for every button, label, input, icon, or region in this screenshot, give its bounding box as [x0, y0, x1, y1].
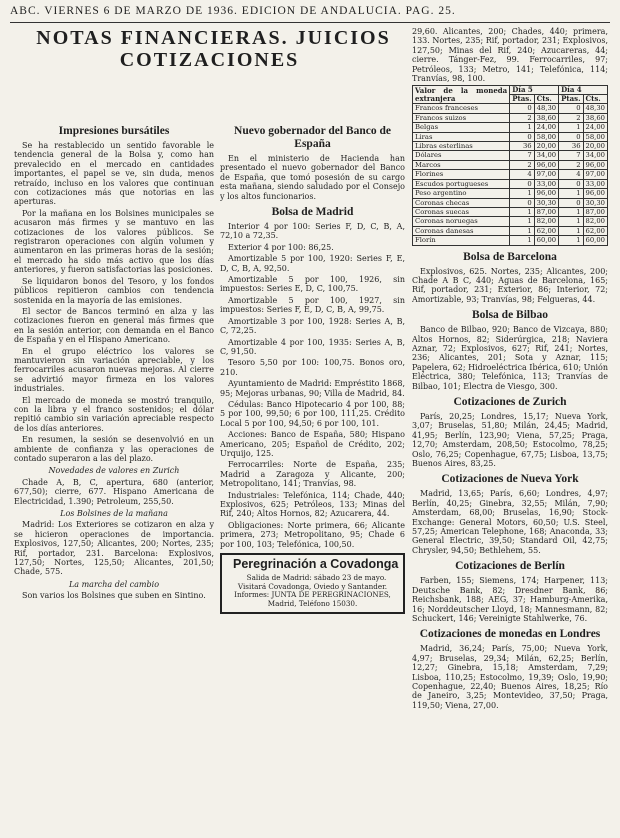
- fx-value: 1: [510, 123, 534, 132]
- madrid-quote: Amortizable 5 por 100, 1927, sin impuestos: Series F, E, D, C, B, A, 99,75.: [220, 295, 405, 315]
- berlin-title: Cotizaciones de Berlín: [455, 560, 565, 573]
- fx-value: 1: [559, 226, 583, 235]
- fx-sub-cts: Cts.: [534, 95, 558, 104]
- fx-currency-name: Escudos portugueses: [413, 179, 510, 188]
- ad-text: Salida de Madrid: sábado 23 de mayo. Visitará Covadonga, Oviedo y Santander. Informes: JUNTA DE PEREGRINACIONES, Madrid, Teléfono 15030.: [234, 573, 391, 608]
- fx-row: [413, 198, 608, 207]
- fx-value: 36: [559, 142, 583, 151]
- fx-value: 0: [510, 198, 534, 207]
- fx-row: [413, 151, 608, 160]
- bilbao-title: Bolsa de Bilbao: [471, 309, 549, 322]
- fx-value: 0: [559, 132, 583, 141]
- fx-value: 62,00: [583, 226, 607, 235]
- fx-header-currency: Valor de la moneda extranjera: [413, 86, 510, 104]
- fx-row: [413, 217, 608, 226]
- fx-value: 2: [510, 113, 534, 122]
- fx-value: 87,00: [583, 207, 607, 216]
- fx-value: 34,00: [583, 151, 607, 160]
- fx-row: [413, 142, 608, 151]
- fx-currency-name: Francos suizos: [413, 113, 510, 122]
- fx-currency-name: Belgas: [413, 123, 510, 132]
- fx-row: [413, 179, 608, 188]
- fx-value: 96,00: [583, 189, 607, 198]
- zurich-title: Cotizaciones de Zurich: [453, 396, 567, 408]
- fx-currency-name: Coronas noruegas: [413, 217, 510, 226]
- fx-value: 36: [510, 142, 534, 151]
- fx-value: 60,00: [583, 236, 607, 245]
- fx-header-day4: Día 4: [559, 86, 608, 95]
- fx-sub-cts: Cts.: [583, 95, 607, 104]
- fx-value: 1: [559, 123, 583, 132]
- impresiones-paragraph: Por la mañana en los Bolsines municipales se acusaron más firmes y se mantuvo en las cotizaciones de los valores públicos. Se registraron operaciones con algún volumen y aumentaron en las primeras horas de la sesión; el mercado ha sido más activo que los días anteriores, y fueron satisfactorias las posiciones.: [14, 208, 214, 275]
- fx-currency-name: Coronas danesas: [413, 226, 510, 235]
- impresiones-paragraph: En resumen, la sesión se desenvolvió en un ambiente de confianza y las operaciones de contado superaron a las del plazo.: [14, 435, 214, 463]
- zurich-text: París, 20,25; Londres, 15,17; Nueva York, 3,07; Bruselas, 51,80; Milán, 24,45; Madrid, 41,95; Berlín, 123,90; Viena, 57,25; Praga, 12,70; Amsterdam, 208,50; Estocolmo, 78,25; Oslo, 76,25; Copenhague, 67,75; Lisboa, 13,75; Buenos Aires, 83,25.: [412, 412, 608, 469]
- fx-value: 82,00: [534, 217, 558, 226]
- fx-currency-name: Coronas checas: [413, 198, 510, 207]
- impresiones-paragraph: En el grupo eléctrico los valores se mantuvieron sin variación apreciable, y los ferrocarriles acusaron nuevas mejoras. Al cierre se advirtió mayor firmeza en los valores industriales.: [14, 346, 214, 394]
- fx-value: 0: [510, 179, 534, 188]
- fx-sub-ptas: Ptas.: [559, 95, 583, 104]
- fx-value: 60,00: [534, 236, 558, 245]
- londres-text: Madrid, 36,24; París, 75,00; Nueva York, 4,97; Bruselas, 29,34; Milán, 62,25; Berlín, 12,27; Ginebra, 15,18; Amsterdam, 7,29; Lisboa, 110,25; Estocolmo, 19,39; Oslo, 19,90; Copenhague, 22,40; Buenos Aires, 18,25; Río de Janeiro, 3,25; Montevideo, 37,50; Praga, 119,50; Viena, 27,00.: [412, 644, 608, 710]
- fx-value: 2: [559, 160, 583, 169]
- fx-value: 1: [510, 217, 534, 226]
- fx-value: 33,00: [583, 179, 607, 188]
- fx-row: [413, 207, 608, 216]
- fx-currency-name: Liras: [413, 132, 510, 141]
- fx-row: [413, 236, 608, 245]
- nueva-york-text: Madrid, 13,65; París, 6,60; Londres, 4,97; Berlín, 40,25; Ginebra, 32,55; Milán, 7,90; Amsterdam, 68,00; Bruselas, 16,90; Stock-Exchange: General Motors, 60,50; U.S. Steel, 57,25; American Telephone, 168; Anaconda, 33; General Electric, 39,50; Standard Oil, 42,75; Chrysler, 94,50; Bethlehem, 55.: [412, 489, 608, 555]
- main-title: NOTAS FINANCIERAS. JUICIOS COTIZACIONES: [36, 27, 391, 71]
- fx-row: [413, 123, 608, 132]
- madrid-quote: Industriales: Telefónica, 114; Chade, 440; Explosivos, 625; Petróleos, 133; Minas del Rif, 240; Altos Hornos, 82; Azucarera, 44.: [220, 490, 405, 519]
- fx-value: 4: [559, 170, 583, 179]
- gobernador-title: Nuevo gobernador del Banco de España: [234, 125, 391, 150]
- fx-value: 38,60: [583, 113, 607, 122]
- fx-currency-name: Peso argentino: [413, 189, 510, 198]
- fx-value: 58,00: [534, 132, 558, 141]
- madrid-quote: Ferrocarriles: Norte de España, 235; Madrid a Zaragoza y Alicante, 200; Metropolitano, 141; Tranvías, 98.: [220, 460, 405, 489]
- fx-currency-name: Dólares: [413, 151, 510, 160]
- fx-value: 2: [559, 113, 583, 122]
- fx-row: [413, 189, 608, 198]
- fx-value: 2: [510, 160, 534, 169]
- fx-value: 58,00: [583, 132, 607, 141]
- fx-value: 96,00: [534, 160, 558, 169]
- fx-value: 1: [559, 217, 583, 226]
- fx-body: [413, 104, 608, 245]
- bolsa-madrid-title: Bolsa de Madrid: [271, 206, 354, 219]
- impresiones-title: Impresiones bursátiles: [58, 125, 170, 137]
- fx-value: 38,60: [534, 113, 558, 122]
- madrid-quote: Tesoro 5,50 por 100: 100,75. Bonos oro, 210.: [220, 358, 405, 377]
- fx-currency-name: Francos franceses: [413, 104, 510, 113]
- madrid-quote: Exterior 4 por 100: 86,25.: [228, 242, 334, 252]
- bolsines-title: Los Bolsines de la mañana: [60, 509, 168, 519]
- fx-value: 97,00: [534, 170, 558, 179]
- fx-value: 20,00: [583, 142, 607, 151]
- fx-row: [413, 160, 608, 169]
- fx-value: 96,00: [583, 160, 607, 169]
- fx-value: 24,00: [583, 123, 607, 132]
- bolsines-text: Madrid: Los Exteriores se cotizaron en alza y se hicieron operaciones de importancia. Explosivos, 127,50; Alicantes, 200; Nortes, 235; Rif, portador, 231. Barcelona: Explosivos, 127,50; Nortes, 125,50; Alicantes, 201,50; Chade, 575.: [14, 520, 214, 577]
- fx-currency-name: Florines: [413, 170, 510, 179]
- londres-title: Cotizaciones de monedas en Londres: [419, 628, 601, 641]
- column-cotizaciones: [412, 27, 608, 832]
- fx-value: 1: [559, 207, 583, 216]
- madrid-quote: Interior 4 por 100: Series F, D, C, B, A, 72,10 a 72,35.: [220, 222, 405, 241]
- fx-value: 4: [510, 170, 534, 179]
- page-header: ABC. VIERNES 6 DE MARZO DE 1936. EDICION DE ANDALUCIA. PAG. 25.: [10, 5, 456, 17]
- fx-row: [413, 170, 608, 179]
- marcha-text: Son varios los Bolsines que suben en Sintino.: [22, 591, 206, 601]
- novedades-title: Novedades de valores en Zurich: [48, 466, 180, 476]
- fx-value: 0: [510, 104, 534, 113]
- impresiones-paragraph: Se ha restablecido un sentido favorable le tendencia general de la Bolsa y, como han prevalecido en el mercado en cantidades importantes, el papel se ve, sin duda, menos retraído, incluso en los valores que continuan con cotizaciones más que notorias en las aperturas.: [14, 141, 214, 207]
- fx-value: 62,00: [534, 226, 558, 235]
- fx-value: 1: [559, 189, 583, 198]
- fx-sub-ptas: Ptas.: [510, 95, 534, 104]
- novedades-text: Chade A, B, C, apertura, 680 (anterior, 677,50); cierre, 677. Hispano Americana de Electricidad, 1.390; Petroleum, 255,50.: [14, 477, 214, 506]
- fx-value: 97,00: [583, 170, 607, 179]
- madrid-quote: Cédulas: Banco Hipotecario 4 por 100, 88; 5 por 100, 99,50; 6 por 100, 111,25. Crédito Local 5 por 100, 94,50; 6 por 100, 101.: [220, 399, 405, 428]
- gobernador-text: En el ministerio de Hacienda han presentado el nuevo gobernador del Banco de España, que tomó posesión de su cargo esta mañana, siendo saludado por el Consejo y los altos funcionarios.: [220, 154, 405, 201]
- fx-value: 34,00: [534, 151, 558, 160]
- fx-value: 20,00: [534, 142, 558, 151]
- berlin-text: Farben, 155; Siemens, 174; Harpener, 113; Deutsche Bank, 82; Dresdner Bank, 86; Reichsbank, 188; AEG, 37; Hamburg-Amerika, 16; Norddeutscher Lloyd, 18; Mannesmann, 82; Schuckert, 146; Vereinigte Stahlwerke, 76.: [412, 576, 608, 623]
- barcelona-text: Explosivos, 625. Nortes, 235; Alicantes, 200; Chade A B C, 440; Aguas de Barcelona, 165; Rif, portador, 231; Exterior, 86; Interior, 72; Amortizable, 93; Tranvías, 98; Felgueras, 44.: [412, 266, 608, 304]
- column-impresiones: [14, 120, 214, 832]
- marcha-title: La marcha del cambio: [68, 579, 160, 589]
- fx-value: 1: [510, 236, 534, 245]
- barcelona-title: Bolsa de Barcelona: [463, 250, 557, 263]
- bilbao-text: Banco de Bilbao, 920; Banco de Vizcaya, 880; Altos Hornos, 82; Siderúrgica, 218; Naviera Aznar, 72; Explosivos, 627; Rif, 241; Nortes, 236; Alicantes, 201; Sota y Aznar, 115; Papelera, 62; Hidroeléctrica Ibérica, 610; Unión Eléctrica, 380; Telefónica, 113; Tranvías de Bilbao, 101; Electra de Viesgo, 300.: [412, 325, 608, 391]
- fx-value: 87,00: [534, 207, 558, 216]
- madrid-quote: Amortizable 3 por 100, 1928: Series A, B, C, 72,25.: [220, 316, 405, 336]
- header-rule: [10, 22, 610, 23]
- fx-value: 0: [559, 104, 583, 113]
- currency-table: [412, 85, 608, 245]
- fx-value: 82,00: [583, 217, 607, 226]
- right-top-text: 29,60. Alicantes, 200; Chades, 440; primera, 133. Nortes, 235; Rif, portador, 231; Explosivos, 127,50; Minas del Rif, 240; Azucareras, 44; cierre. Tánger-Fez, 99. Ferrocarriles, 97; Petróleos, 133; Metro, 141; Telefónica, 114; Tranvías, 98, 100.: [412, 27, 608, 84]
- nueva-york-title: Cotizaciones de Nueva York: [441, 473, 579, 486]
- madrid-quote: Amortizable 5 por 100, 1926, sin impuestos: Series E, D, C, 100,75.: [220, 275, 405, 294]
- madrid-quote: Amortizable 5 por 100, 1920: Series F, E, D, C, B, A, 92,50.: [220, 254, 405, 273]
- impresiones-paragraph: El sector de Bancos terminó en alza y las cotizaciones fueron en general más firmes que en la sesión anterior, con demanda en el Banco de España y en el Hispano Americano.: [14, 306, 214, 345]
- fx-row: [413, 104, 608, 113]
- fx-value: 7: [559, 151, 583, 160]
- fx-value: 48,30: [534, 104, 558, 113]
- madrid-quote: Amortizable 4 por 100, 1935: Series A, B, C, 91,50.: [220, 337, 405, 356]
- fx-currency-name: Florín: [413, 236, 510, 245]
- impresiones-paragraph: Se liquidaron bonos del Tesoro, y los fondos públicos repitieron cambios con tendencia sostenida en la mayoría de las emisiones.: [14, 276, 214, 305]
- fx-value: 24,00: [534, 123, 558, 132]
- column-bolsa-madrid: [220, 120, 405, 832]
- fx-value: 0: [559, 198, 583, 207]
- madrid-quote: Ayuntamiento de Madrid: Empréstito 1868, 95; Mejoras urbanas, 90; Villa de Madrid, 84.: [220, 379, 405, 398]
- ad-title: Peregrinación a Covadonga: [233, 557, 399, 572]
- covadonga-ad: [220, 553, 405, 614]
- fx-value: 1: [510, 226, 534, 235]
- fx-value: 1: [559, 236, 583, 245]
- fx-currency-name: Libras esterlinas: [413, 142, 510, 151]
- fx-value: 48,30: [583, 104, 607, 113]
- fx-value: 0: [510, 132, 534, 141]
- fx-row: [413, 226, 608, 235]
- fx-value: 30,30: [583, 198, 607, 207]
- fx-value: 96,00: [534, 189, 558, 198]
- fx-currency-name: Marcos: [413, 160, 510, 169]
- madrid-quote: Acciones: Banco de España, 580; Hispano Americano, 205; Español de Crédito, 202; Urquijo, 125.: [220, 430, 405, 458]
- fx-header-day5: Día 5: [510, 86, 559, 95]
- fx-row: [413, 132, 608, 141]
- fx-row: [413, 113, 608, 122]
- fx-value: 1: [510, 189, 534, 198]
- fx-value: 1: [510, 207, 534, 216]
- fx-currency-name: Coronas suecas: [413, 207, 510, 216]
- title-block: [12, 27, 407, 115]
- fx-value: 0: [559, 179, 583, 188]
- madrid-quote: Obligaciones: Norte primera, 66; Alicante primera, 273; Metropolitano, 95; Chade 6 por 100, 103; Telefónica, 100,50.: [220, 520, 405, 549]
- impresiones-paragraph: El mercado de moneda se mostró tranquilo, con la libra y el franco sostenidos; el dólar repitió cambio sin variación apreciable respecto de los días anteriores.: [14, 395, 214, 433]
- fx-value: 7: [510, 151, 534, 160]
- fx-value: 33,00: [534, 179, 558, 188]
- fx-value: 30,30: [534, 198, 558, 207]
